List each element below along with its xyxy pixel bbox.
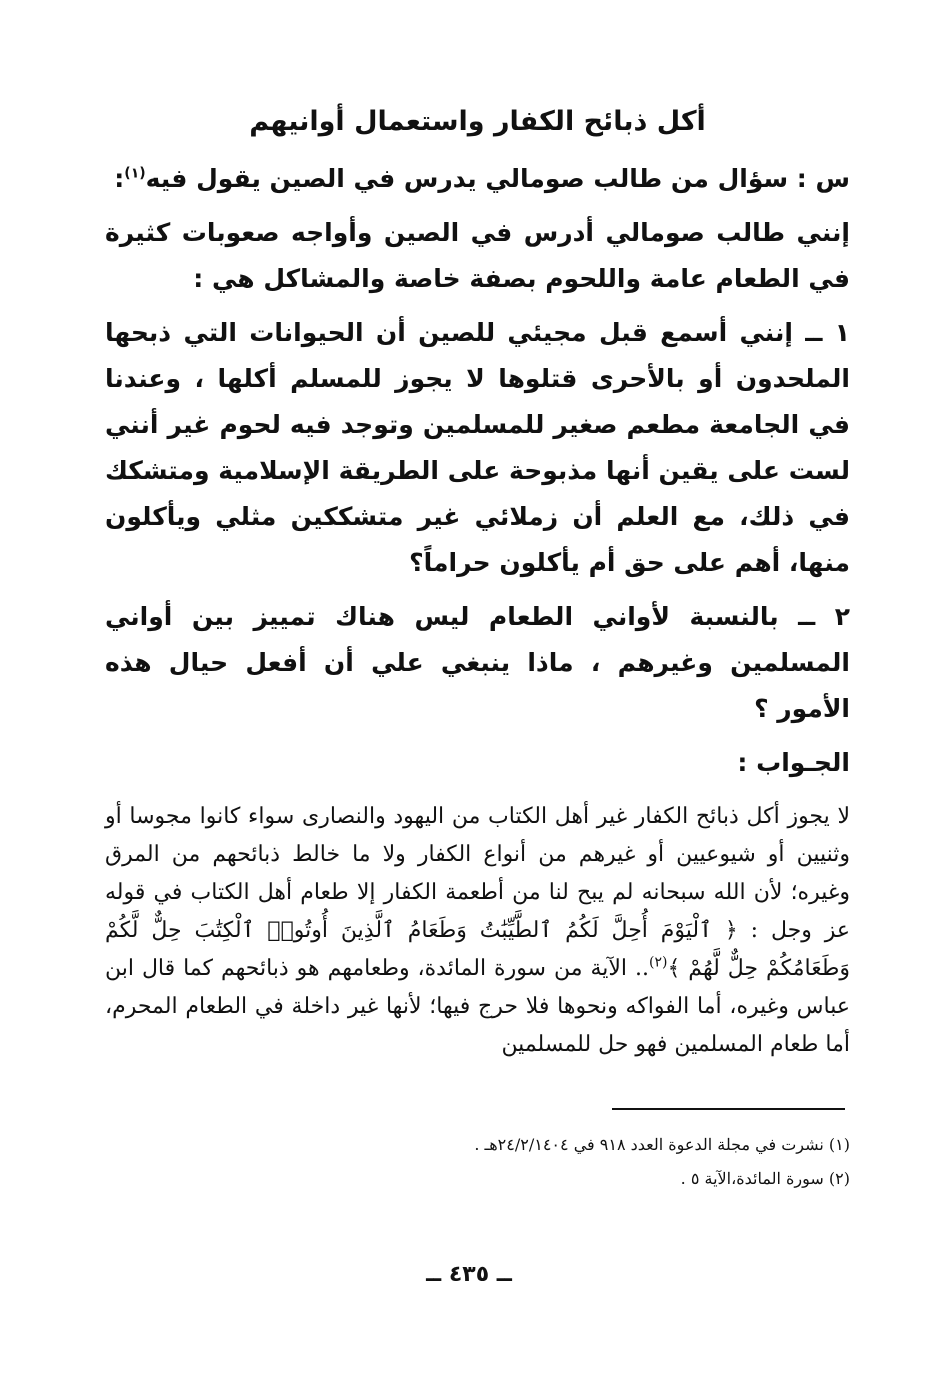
footnotes: [105, 1128, 850, 1196]
answer-paragraph: [105, 798, 850, 1064]
question-paragraph-3: ٢ ــ بالنسبة لأواني الطعام ليس هناك تمييز بين أواني المسلمين وغيرهم ، ماذا ينبغي علي أن أفعل حيال هذه الأمور ؟: [105, 602, 850, 723]
question-paragraph-1: إنني طالب صومالي أدرس في الصين وأواجه صعوبات كثيرة في الطعام عامة واللحوم بصفة خاصة والمشاكل هي :: [105, 218, 850, 293]
page-body: [105, 100, 850, 1064]
footnote-ref-2: (٢): [648, 954, 668, 971]
page-title: أكل ذبائح الكفار واستعمال أوانيهم: [249, 106, 706, 137]
question-section: [105, 156, 850, 732]
footnote-2: (٢) سورة المائدة،الآية ٥ .: [680, 1169, 850, 1188]
answer-text-part-2: .. الآية من سورة المائدة، وطعامهم هو ذبائحهم كما قال ابن عباس وغيره، أما الفواكه ونحوها فلا حرج فيها؛ لأنها غير داخلة في الطعام المحرم، أما طعام المسلمين فهو حل للمسلمين: [105, 956, 850, 1057]
question-intro-text: س : سؤال من طالب صومالي يدرس في الصين يقول فيه: [145, 164, 850, 193]
question-intro: [105, 156, 850, 202]
question-intro-colon: :: [114, 164, 125, 193]
answer-text-part-1: لا يجوز أكل ذبائح الكفار غير أهل الكتاب من اليهود والنصارى سواء كانوا مجوسا أو وثنيين أو شيوعيين أو غيرهم من أنواع الكفار ولا ما خالط ذبائحهم من المرق وغيره؛ لأن الله سبحانه لم يبح لنا من أطعمة الكفار إلا طعام أهل الكتاب في قوله عز وجل :: [105, 804, 850, 943]
question-paragraph-2: ١ ــ إنني أسمع قبل مجيئي للصين أن الحيوانات التي ذبحها الملحدون أو بالأحرى قتلوها لا يجوز للمسلم أكلها ، وعندنا في الجامعة مطعم صغير للمسلمين وتوجد فيه لحوم غير أنني لست على يقين أنها مذبوحة على الطريقة الإسلامية ومتشكك في ذلك، مع العلم أن زملائي غير متشككين مثلي ويأكلون منها، أهم على حق أم يأكلون حراماً؟: [105, 318, 850, 577]
footnote-divider: [612, 1108, 845, 1110]
footnote-ref-1: (١): [124, 165, 146, 182]
footnote-1: (١) نشرت في مجلة الدعوة العدد ٩١٨ في ٢٤/٢/١٤٠٤هـ .: [474, 1135, 850, 1154]
page-number: ــ ٤٣٥ ــ: [426, 1262, 512, 1287]
answer-heading: الجـواب :: [737, 748, 850, 777]
quran-verse: ﴿ ٱلْيَوْمَ أُحِلَّ لَكُمُ ٱلطَّيِّبَٰتُ وَطَعَامُ ٱلَّذِينَ أُوتُوا۟ ٱلْكِتَٰبَ حِلٌّ لَّكُمْ وَطَعَامُكُمْ حِلٌّ لَّهُمْ ﴾: [105, 918, 850, 981]
